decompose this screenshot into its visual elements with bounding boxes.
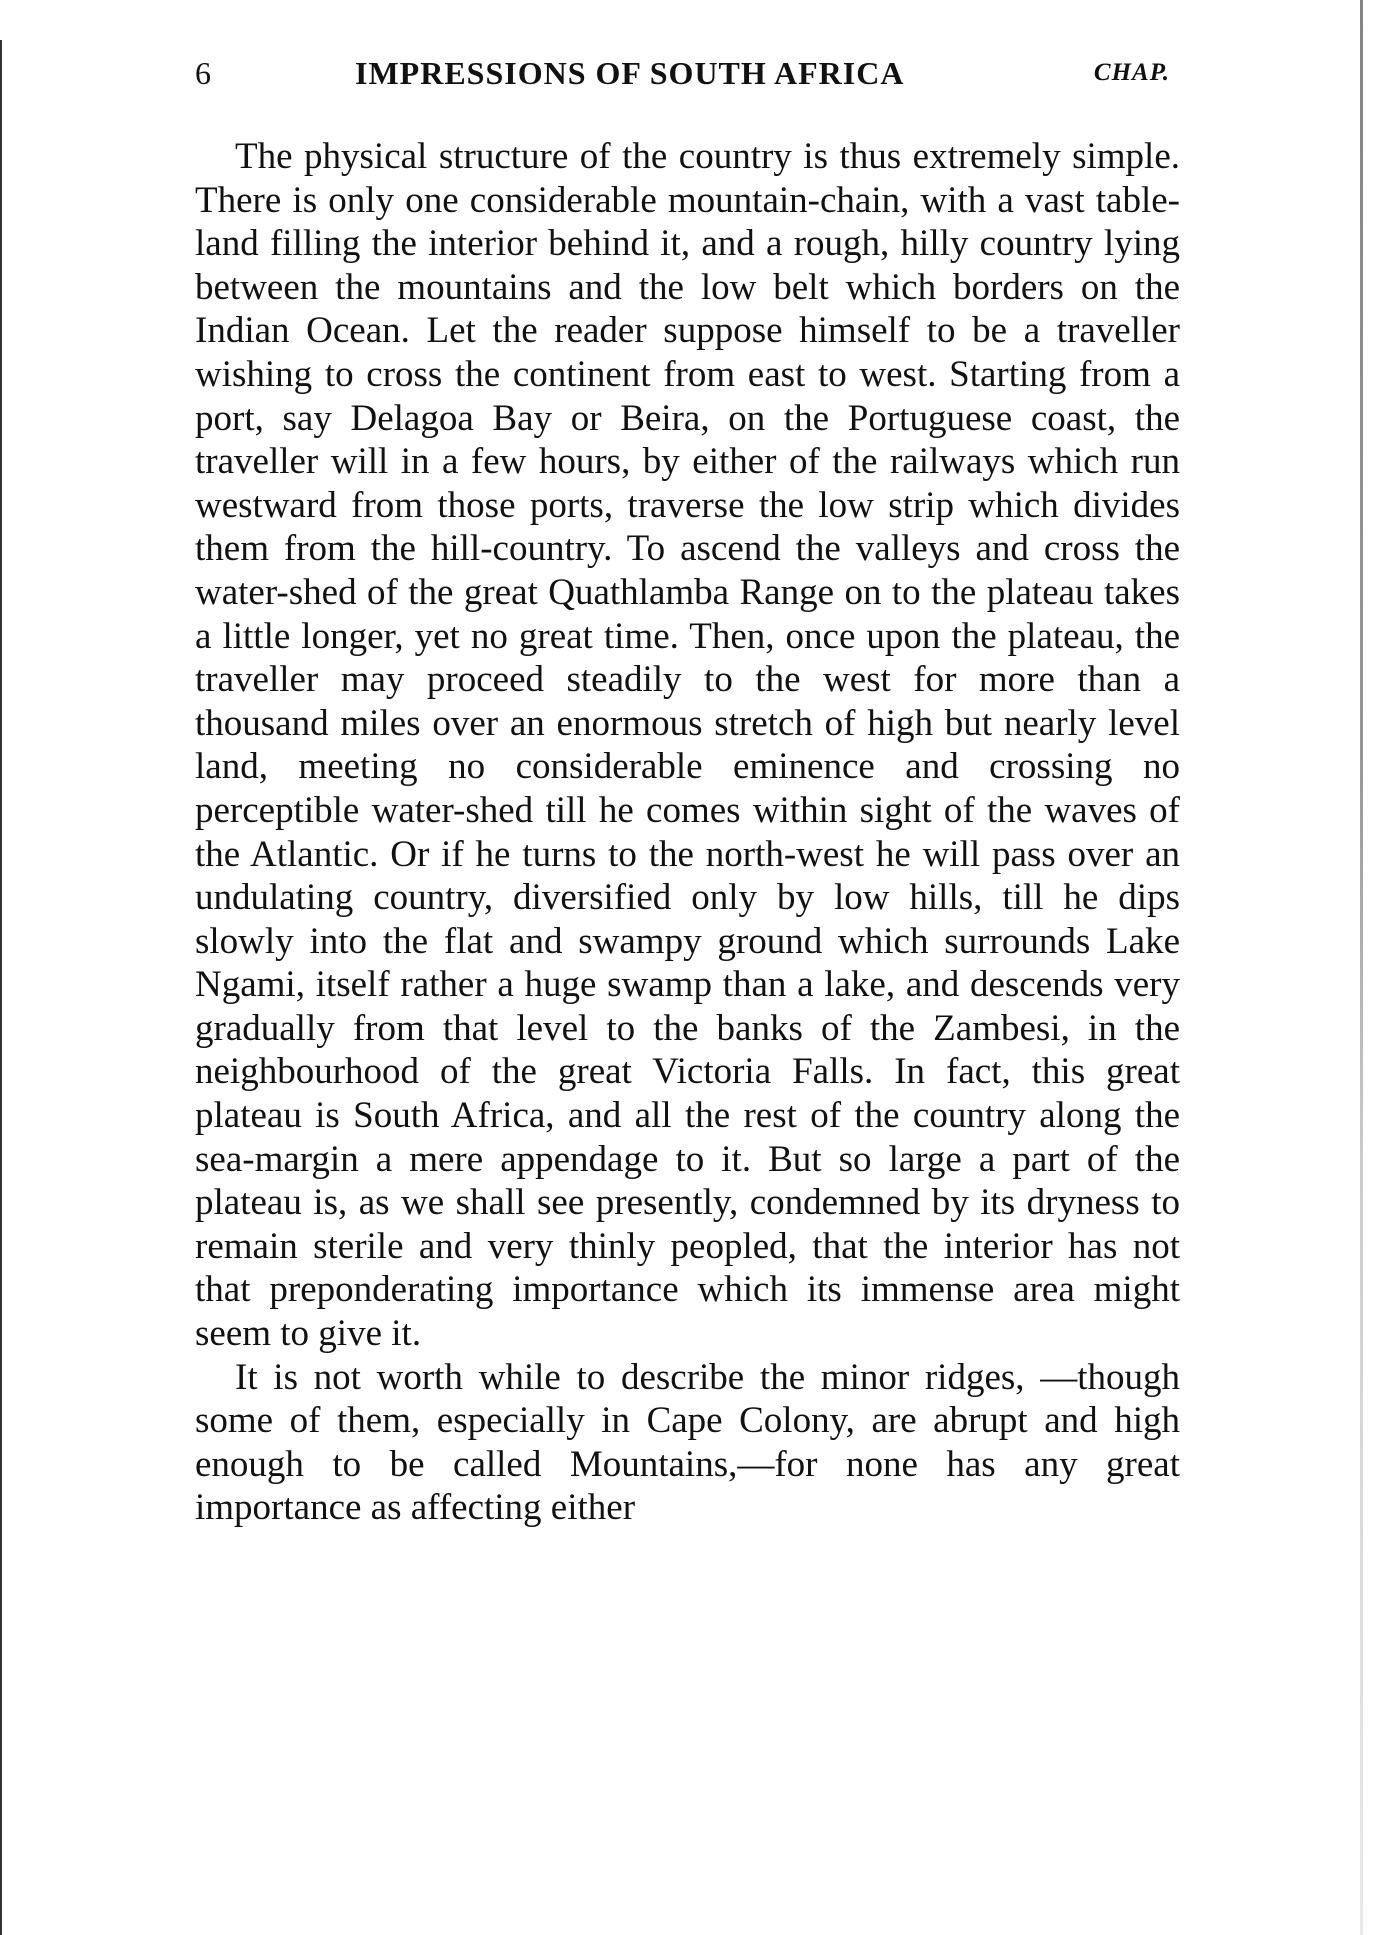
running-title: IMPRESSIONS OF SOUTH AFRICA	[355, 55, 905, 91]
page-binding-edge	[0, 40, 12, 1935]
paragraph-1: The physical structure of the country is thus extremely simple. There is only one considerable mountain-chain, with a vast table-land filling the interior behind it, and a rough, hilly country lying between the mountains and the low belt which borders on the Indian Ocean. Let the reader suppose himself to be a traveller wishing to cross the continent from east to west. Starting from a port, say Delagoa Bay or Beira, on the Portuguese coast, the traveller will in a few hours, by either of the railways which run westward from those ports, traverse the low strip which divides them from the hill-country. To ascend the valleys and cross the water-shed of the great Quathlamba Range on to the plateau takes a little longer, yet no great time. Then, once upon the plateau, the traveller may proceed steadily to the west for more than a thousand miles over an enormous stretch of high but nearly level land, meeting no considerable eminence and crossing no perceptible water-shed till he comes within sight of the waves of the Atlantic. Or if he turns to the north-west he will pass over an undulating country, diversified only by low hills, till he dips slowly into the flat and swampy ground which surrounds Lake Ngami, itself rather a huge swamp than a lake, and descends very gradually from that level to the banks of the Zambesi, in the neighbourhood of the great Victoria Falls. In fact, this great plateau is South Africa, and all the rest of the country along the sea-margin a mere appendage to it. But so large a part of the plateau is, as we shall see presently, condemned by its dryness to remain sterile and very thinly peopled, that the interior has not that preponderating importance which its immense area might seem to give it.	[195, 136, 1180, 1355]
running-head	[195, 55, 1180, 105]
paragraph-2: It is not worth while to describe the minor ridges, —though some of them, especially in Cape Colony, are abrupt and high enough to be called Mountains,—for none has any great importance as affecting either	[195, 1356, 1180, 1529]
page-number: 6	[195, 55, 212, 91]
chapter-label: CHAP.	[1093, 59, 1170, 86]
body-text	[195, 135, 1180, 1530]
page-fore-edge	[1360, 0, 1363, 1935]
